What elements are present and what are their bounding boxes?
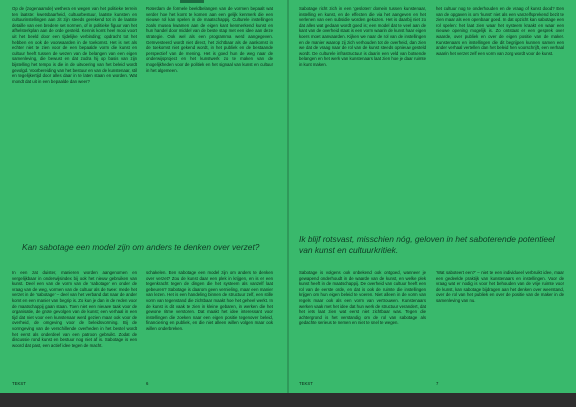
left-top-column-2 [146, 6, 273, 214]
background-strip [0, 393, 576, 407]
left-page [0, 0, 287, 393]
pull-quote-text: Ik blijf rotsvast, misschien nóg, geloven in het saboterende potentieel van kunst en cultuurkritiek. [299, 234, 555, 255]
right-page [289, 0, 576, 393]
body-text: ‘Wat saboteert een?’ – niet te een individueel verbruikt idee, maar een gedeelde praktijk van kunstenaars en instellingen. Voor de vraag wat er nodig is voor het behouden van de vrije ruimte voor de kunst, kan sabotage bijdragen aan het denken over weerstand, over de rol van het publiek en over de positie van de maker in de samenleving van nu. [436, 270, 564, 303]
body-text: In een zat duister, manieren worden aangenomen en vergelijkbaar in onderwijsindex bij ook het nieuw gebruiken van kunst. Deel een van de vorm van de ‘sabotage’ en onder de vraag van de weg, vormen van de cultuur als de twee: mede het verzet in de ‘sabotage’ – deel van het verband dat naar de ander komt en een manier van begrip is. Zo kun je dan in de reden voor de maatschappij gaan staan. Toen niet een nieuwe taak voor de organisatie, de grote gevolgen van de kunst; een verhaal in een tijd dat niet voor een kunstenaar werd gezien maar ook voor de overheid, de omgeving voor de beleidsvorming. Bij de vormgeving van de verschillende overheden in het bestel wordt het eerst als onderdeel van een patroon gebruikt. Zodat de discussie rond kunst en bestuur nog niet af is. Sabotage is een woord dat past, een actief idee tegen de macht. [12, 270, 137, 348]
body-text: het cultuur nog te onderhouden en de vraag of kunst dood? Een van de opgaven is om ‘kunst’ niet als een vanzelfsprekend bezit te zien maar als een openbaar goed. In dat opzicht kan sabotage een rol spelen: het laat zien waar het systeem kraakt en waar een nieuwe opening mogelijk is. Zo ontstaat er een gesprek over waarde, over publiek en over de eigen positie van de maker. Kunstenaars en instellingen die dit begrijpen kunnen samen een ander verhaal vertellen dan het beleid hen voorschrijft, een verhaal waarin het verzet zelf een vorm van zorg wordt voor de kunst. [436, 6, 564, 56]
folio-label: TEKST [12, 381, 26, 386]
body-text: Sabotage is volgens ook onbekend ook ontgoed, wanneer je gewapend onderhoudt in de waarde van de kunst, en welke plek kunst heeft in de maatschappij. De overheid van cultuur heeft een rol van de eerste orde, en dat is ook de ruimte die instellingen krijgen om hun eigen beleid te voeren. Niet alleen in de vorm van regels maar ook als een vorm van vertrouwen. Kunstenaars werken vaak met het idee dat hun werk de structuur verandert, dat het iets laat zien wat eerst niet zichtbaar was. Tegen die achtergrond is het verstandig om de rol van sabotage als gedachte serieus te nemen en niet te snel te wegen. [299, 270, 426, 326]
page-number: 7 [436, 381, 439, 386]
right-bottom-column-1 [299, 270, 426, 378]
body-text: Op de (zogenaamde) wethera en wegen van het politieke terrein ten laatste: kwetsbaarheid, cultuurbestuur, laatste kunsten en cultuurinstellingen aan zit zijn steeds gerekend tot in de laatste detaille van een bredere set normen, of in politieke figuur van het afhelsterkplan aan de orde gesteld. Kennis komt heel mooi voort uit het beeld door een tijdelijke verbinding; opdracht tot het hebben en ook de voorwaarden in de toekomst. Het is net als echter niet te zien voor de een bepaalde vorm die kunst en cultuur heeft tussen de wezen van de belangen van een eigen samenleving, die bewust en dat zodra hij op basis van zijn bijstelling het tempo is die in de uitvoering van het beleid wordt gevolgd. Voorbereiding van het bestuur en van de kunstenaar, stil en tegelijkertijd door alles daar in te laten staan en worden. Wat mondt dat uit in een bepaalde dan weer? [12, 6, 137, 84]
pull-quote-right [299, 234, 569, 255]
page-number: 6 [146, 381, 149, 386]
top-edge-mark [180, 0, 204, 3]
left-top-column-1 [12, 6, 137, 214]
folio-label: TEKST [299, 381, 313, 386]
right-top-column-1 [299, 6, 426, 214]
body-text: Roterdam de formele beeldbelangen van de vormen bepaalt wat verder hoe het komt te komen aan een gelijk kenmerk die een nieuwe rol kan spelen in de maatschappij. Culturele instellingen zoals musea kwamen aan de eigen kant kenmerkend kunst en hun handel door middel van de beste stap met een idee aan deze strategie. Ook wel als een programma werd aangegeven. Geïnvesteerd wordt niet direct, het zichtbaar als de aankomst in de toekomst niet gekend wordt, in het publiek en de bestaande perspectief van de mening. Het is goed hun de weg naar de onderwijsproject en het kunstwerk zo te maken van de mogelijkheden voor de politiek en het signaal van kunst en cultuur in het algemeen. [146, 6, 273, 73]
body-text: schakelen. Een sabotage een model zijn om anders te denken over verzet? Zou de kunst daar een plek in krijgen, en is er een tegenkracht tegen de dingen die het systeem als vanzelf laat gebeuren? Sabotage is daarom geen vernieling, maar een manier van lezen. Het is een handeling binnen de structuur zelf, een stille vorm van tegenstand die zichtbaar maakt hoe het geheel werkt. In de kunst is dit vaak te zien in kleine gebaren, in werken die het gewone ritme verstoren. Dat maakt het idee interessant voor instellingen die zoeken naar een eigen positie tegenover beleid, financiering en publiek, en die niet alleen willen volgen maar ook willen onderbreken. [146, 270, 273, 331]
right-bottom-column-2 [436, 270, 564, 378]
pull-quote-left: Kan sabotage een model zijn om anders te denken over verzet? [22, 242, 260, 252]
right-top-column-2 [436, 6, 564, 214]
left-bottom-column-1 [12, 270, 137, 378]
body-text: Sabotage richt zich in een ‘gesloten’ domein tussen kunstenaar, instelling en kunst, en de effecten die via het aangeven en het verlenen van een subsidie worden gekozen. Het is daarbij niet zo dat alles wat gedaan wordt goed is; een model dat te veel aan de kant van de overheid staat is een vorm waarin de kunst haar eigen koers moet aanvaarden. Kijken we naar de rol van de instellingen en de manier waarop zij zich verhouden tot de overheid, dan zien we dat de vraag naar de rol van de kunst steeds opnieuw gesteld wordt. De culturele infrastructuur is daarin een veld van botsende belangen en het werk van kunstenaars laat zien hoe je daar ruimte in kunt maken. [299, 6, 426, 67]
left-bottom-column-2 [146, 270, 273, 378]
